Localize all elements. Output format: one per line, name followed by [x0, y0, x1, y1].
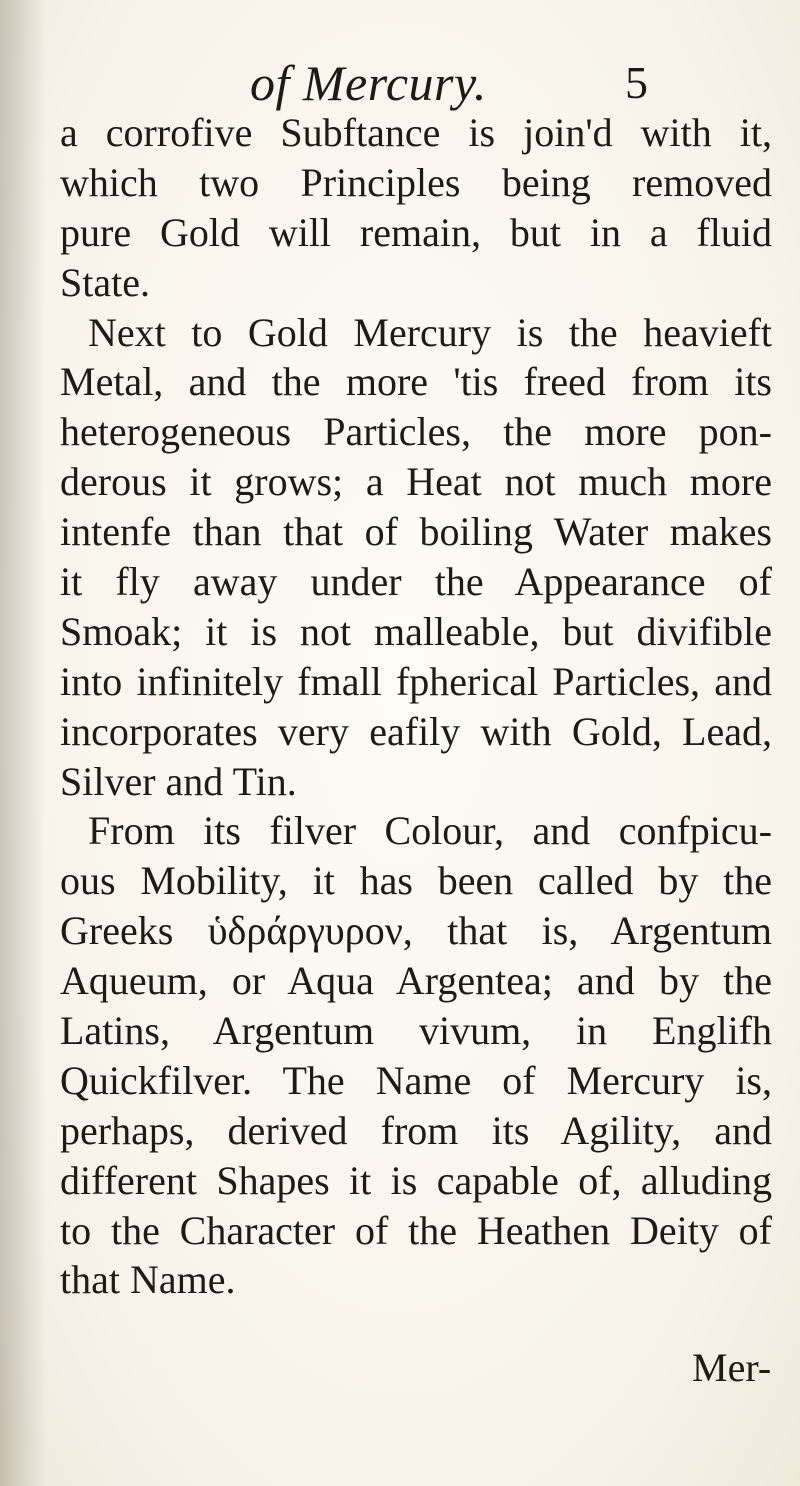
body-text — [60, 108, 772, 1305]
text-line: into infinitely fmall fpherical Particles, and — [60, 658, 772, 704]
text-line: Smoak; it is not malleable, but divifible — [60, 608, 772, 654]
text-line: Quickfilver. The Name of Mercury is, — [60, 1057, 772, 1103]
paragraph-start-line: From its filver Colour, and confpicu- — [88, 808, 772, 854]
text-line: Aqueum, or Aqua Argentea; and by the — [60, 958, 772, 1004]
paragraph-start-line: Next to Gold Mercury is the heavieft — [88, 309, 772, 355]
catchword: Mer- — [692, 1345, 772, 1390]
text-line: perhaps, derived from its Agility, and — [60, 1107, 772, 1153]
text-line: which two Principles being removed — [60, 159, 772, 205]
text-line: incorporates very eafily with Gold, Lead, — [60, 708, 772, 754]
running-title: of Mercury. — [250, 55, 487, 111]
page-number: 5 — [625, 57, 648, 108]
text-line: ous Mobility, it has been called by the — [60, 858, 772, 904]
text-line: it fly away under the Appearance of — [60, 559, 772, 605]
text-line: to the Character of the Heathen Deity of — [60, 1207, 772, 1253]
text-line: that Name. — [60, 1257, 236, 1303]
text-line: different Shapes it is capable of, alluding — [60, 1157, 772, 1203]
page-gutter-shadow — [0, 0, 46, 1486]
text-line: State. — [60, 259, 150, 305]
text-line: heterogeneous Particles, the more pon- — [60, 409, 772, 455]
text-line: derous it grows; a Heat not much more — [60, 459, 772, 505]
text-line: intenfe than that of boiling Water makes — [60, 509, 772, 555]
text-line: Silver and Tin. — [60, 758, 297, 804]
text-line: a corrofive Subftance is join'd with it, — [60, 110, 772, 155]
text-line: pure Gold will remain, but in a fluid — [60, 209, 772, 255]
text-line: Metal, and the more 'tis freed from its — [60, 359, 772, 405]
text-line: Latins, Argentum vivum, in Englifh — [60, 1008, 772, 1054]
text-line-greek: Greeks ὑδράργυρον, that is, Argentum — [60, 908, 772, 954]
